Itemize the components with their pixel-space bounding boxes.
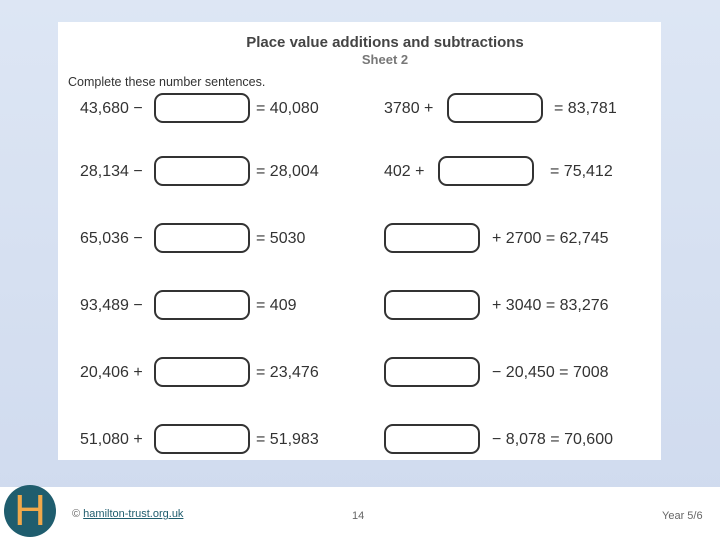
answer-box[interactable] xyxy=(154,223,250,253)
worksheet xyxy=(58,22,661,460)
right-expression-end: − 20,450 = 7008 xyxy=(492,364,609,381)
left-expression-end: = 40,080 xyxy=(256,100,319,117)
left-expression-end: = 23,476 xyxy=(256,364,319,381)
right-expression-end: + 3040 = 83,276 xyxy=(492,297,609,314)
left-expression-start: 43,680 − xyxy=(80,100,143,117)
right-expression-end: + 2700 = 62,745 xyxy=(492,230,609,247)
answer-box[interactable] xyxy=(384,357,480,387)
sentence-row xyxy=(58,422,661,458)
answer-box[interactable] xyxy=(384,290,480,320)
left-expression-end: = 409 xyxy=(256,297,297,314)
left-expression-start: 65,036 − xyxy=(80,230,143,247)
right-expression-end: = 83,781 xyxy=(554,100,617,117)
left-expression-start: 93,489 − xyxy=(80,297,143,314)
instruction-text: Complete these number sentences. xyxy=(68,75,266,89)
sentence-row xyxy=(58,288,661,324)
year-group-label: Year 5/6 xyxy=(662,510,703,522)
sentence-row xyxy=(58,355,661,391)
sentence-row xyxy=(58,221,661,257)
worksheet-subtitle: Sheet 2 xyxy=(361,52,409,67)
copyright-symbol: © xyxy=(72,508,81,520)
sentence-row xyxy=(58,154,661,190)
answer-box[interactable] xyxy=(154,156,250,186)
answer-box[interactable] xyxy=(384,424,480,454)
right-expression-end: = 75,412 xyxy=(550,163,613,180)
right-expression-start: 402 + xyxy=(384,163,425,180)
hamilton-trust-link[interactable]: hamilton-trust.org.uk xyxy=(83,508,184,520)
right-expression-end: − 8,078 = 70,600 xyxy=(492,431,613,448)
worksheet-title: Place value additions and subtractions xyxy=(246,34,524,51)
left-expression-end: = 28,004 xyxy=(256,163,319,180)
answer-box[interactable] xyxy=(154,424,250,454)
left-expression-end: = 5030 xyxy=(256,230,306,247)
sentence-row xyxy=(58,91,661,127)
left-expression-start: 51,080 + xyxy=(80,431,143,448)
answer-box[interactable] xyxy=(384,223,480,253)
hamilton-logo: H xyxy=(4,485,56,537)
answer-box[interactable] xyxy=(154,290,250,320)
left-expression-start: 20,406 + xyxy=(80,364,143,381)
page-number: 14 xyxy=(352,510,365,522)
left-expression-end: = 51,983 xyxy=(256,431,319,448)
answer-box[interactable] xyxy=(447,93,543,123)
right-expression-start: 3780 + xyxy=(384,100,434,117)
answer-box[interactable] xyxy=(154,93,250,123)
answer-box[interactable] xyxy=(154,357,250,387)
answer-box[interactable] xyxy=(438,156,534,186)
left-expression-start: 28,134 − xyxy=(80,163,143,180)
copyright-notice xyxy=(72,508,183,520)
